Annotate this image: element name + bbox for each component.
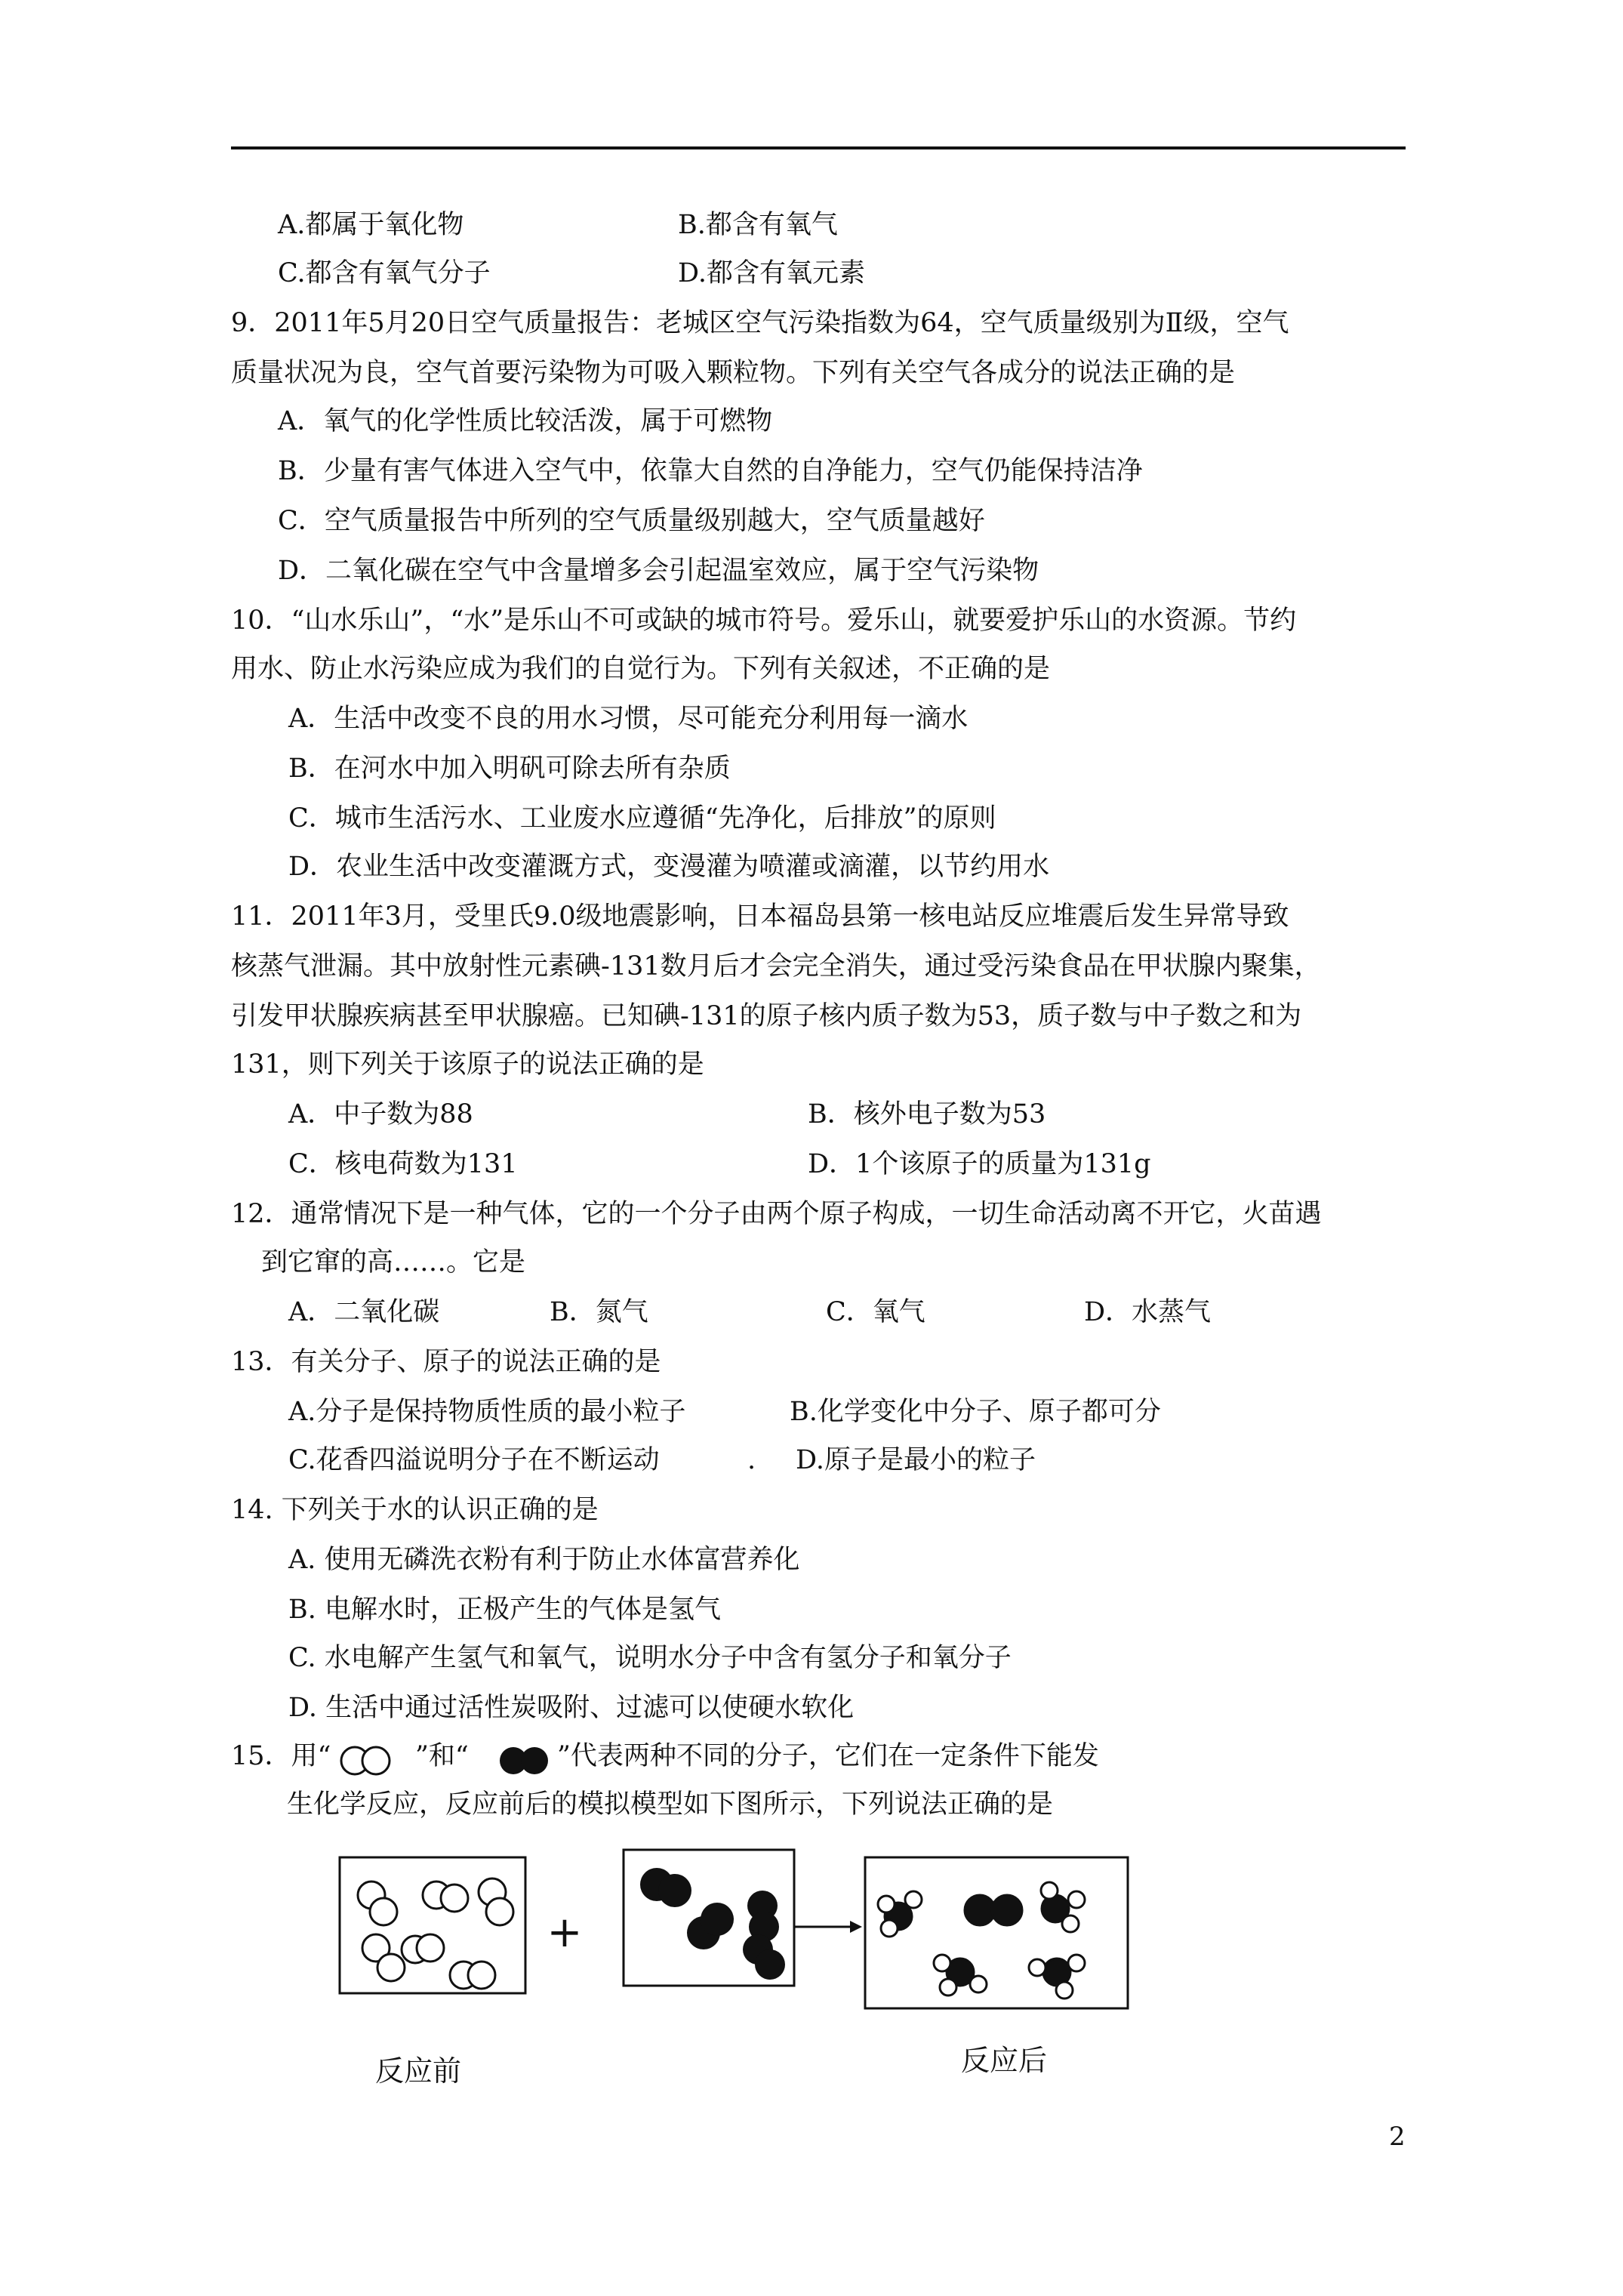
q11-stem-line2: 核蒸气泄漏。其中放射性元素碘-131数月后才会完全消失，通过受污染食品在甲状腺内聚集， bbox=[231, 951, 1321, 982]
q15-stem-part1: 15．用“ bbox=[231, 1741, 331, 1771]
black-molecule-icon bbox=[495, 1741, 556, 1777]
q9-stem-line1: 9．2011年5月20日空气质量报告：老城区空气污染指数为64，空气质量级别为Ⅱ级，空气 bbox=[231, 308, 1289, 338]
caption-before: 反应前 bbox=[374, 2054, 462, 2088]
q12-option-d: D．水蒸气 bbox=[1084, 1297, 1212, 1327]
q13-option-d: D.原子是最小的粒子 bbox=[796, 1445, 1036, 1475]
page-number: 2 bbox=[1389, 2122, 1406, 2152]
q11-option-a: A．中子数为88 bbox=[288, 1099, 473, 1130]
product-box-molecules bbox=[865, 1857, 1128, 2008]
q15-stem-line2: 生化学反应，反应前后的模拟模型如下图所示，下列说法正确的是 bbox=[287, 1789, 1054, 1820]
q10-option-a: A．生活中改变不良的用水习惯，尽可能充分利用每一滴水 bbox=[288, 704, 969, 734]
reactant-box-white-molecules bbox=[340, 1857, 525, 1993]
q11-stem-line3: 引发甲状腺疾病甚至甲状腺癌。已知碘-131的原子核内质子数为53，质子数与中子数之和为 bbox=[231, 1001, 1302, 1031]
q14-option-b: B. 电解水时，正极产生的气体是氢气 bbox=[288, 1595, 721, 1625]
q13-stray-dot: . bbox=[747, 1445, 756, 1475]
q14-option-a: A. 使用无磷洗衣粉有利于防止水体富营养化 bbox=[288, 1545, 800, 1575]
header-rule bbox=[231, 146, 1406, 149]
q15-stem-part3: ”代表两种不同的分子，它们在一定条件下能发 bbox=[557, 1741, 1099, 1771]
q12-stem-line2: 到它窜的高……。它是 bbox=[261, 1247, 526, 1277]
q11-stem-line1: 11．2011年3月，受里氏9.0级地震影响，日本福岛县第一核电站反应堆震后发生异常导致 bbox=[231, 901, 1289, 932]
q9-option-d: D．二氧化碳在空气中含量增多会引起温室效应，属于空气污染物 bbox=[278, 556, 1039, 586]
q10-option-b: B．在河水中加入明矾可除去所有杂质 bbox=[288, 754, 731, 784]
plus-sign: + bbox=[547, 1908, 583, 1957]
q10-stem-line2: 用水、防止水污染应成为我们的自觉行为。下列有关叙述，不正确的是 bbox=[231, 654, 1051, 684]
q12-option-c: C．氧气 bbox=[826, 1297, 925, 1327]
q8-option-a: A.都属于氧化物 bbox=[278, 210, 464, 240]
q12-stem-line1: 12．通常情况下是一种气体，它的一个分子由两个原子构成，一切生命活动离不开它，火苗遇 bbox=[231, 1199, 1322, 1229]
q8-option-c: C.都含有氧气分子 bbox=[278, 258, 491, 288]
q10-option-d: D．农业生活中改变灌溉方式，变漫灌为喷灌或滴灌，以节约用水 bbox=[288, 852, 1050, 882]
q9-option-c: C．空气质量报告中所列的空气质量级别越大，空气质量越好 bbox=[278, 506, 985, 536]
q13-option-c: C.花香四溢说明分子在不断运动 bbox=[288, 1445, 660, 1475]
q11-stem-line4: 131，则下列关于该原子的说法正确的是 bbox=[231, 1049, 704, 1080]
q11-option-b: B．核外电子数为53 bbox=[808, 1099, 1046, 1130]
caption-after: 反应后 bbox=[960, 2044, 1048, 2077]
q14-option-d: D. 生活中通过活性炭吸附、过滤可以使硬水软化 bbox=[288, 1693, 855, 1723]
q13-option-a: A.分子是保持物质性质的最小粒子 bbox=[288, 1397, 686, 1427]
q11-option-d: D．1个该原子的质量为131g bbox=[808, 1149, 1151, 1179]
q9-option-b: B．少量有害气体进入空气中，依靠大自然的自净能力，空气仍能保持洁净 bbox=[278, 456, 1143, 486]
q13-stem: 13．有关分子、原子的说法正确的是 bbox=[231, 1347, 661, 1377]
q12-option-b: B．氮气 bbox=[550, 1297, 648, 1327]
reaction-model-diagram bbox=[325, 1842, 1230, 2114]
q10-stem-line1: 10．“山水乐山”，“水”是乐山不可或缺的城市符号。爱乐山，就要爱护乐山的水资源。节约 bbox=[231, 606, 1297, 636]
q10-option-c: C．城市生活污水、工业废水应遵循“先净化，后排放”的原则 bbox=[288, 803, 996, 834]
reactant-box-black-molecules bbox=[624, 1850, 794, 1986]
q13-option-b: B.化学变化中分子、原子都可分 bbox=[790, 1397, 1161, 1427]
q14-stem: 14. 下列关于水的认识正确的是 bbox=[231, 1495, 599, 1525]
q14-option-c: C. 水电解产生氢气和氧气，说明水分子中含有氢分子和氧分子 bbox=[288, 1643, 1012, 1673]
q8-option-b: B.都含有氧气 bbox=[678, 210, 838, 240]
q12-option-a: A．二氧化碳 bbox=[288, 1297, 440, 1327]
q9-option-a: A．氧气的化学性质比较活泼，属于可燃物 bbox=[278, 406, 773, 436]
q11-option-c: C．核电荷数为131 bbox=[288, 1149, 518, 1179]
white-molecule-icon bbox=[337, 1741, 397, 1777]
q15-stem-part2: ”和“ bbox=[415, 1741, 469, 1771]
q8-option-d: D.都含有氧元素 bbox=[678, 258, 865, 288]
q9-stem-line2: 质量状况为良，空气首要污染物为可吸入颗粒物。下列有关空气各成分的说法正确的是 bbox=[231, 358, 1236, 388]
